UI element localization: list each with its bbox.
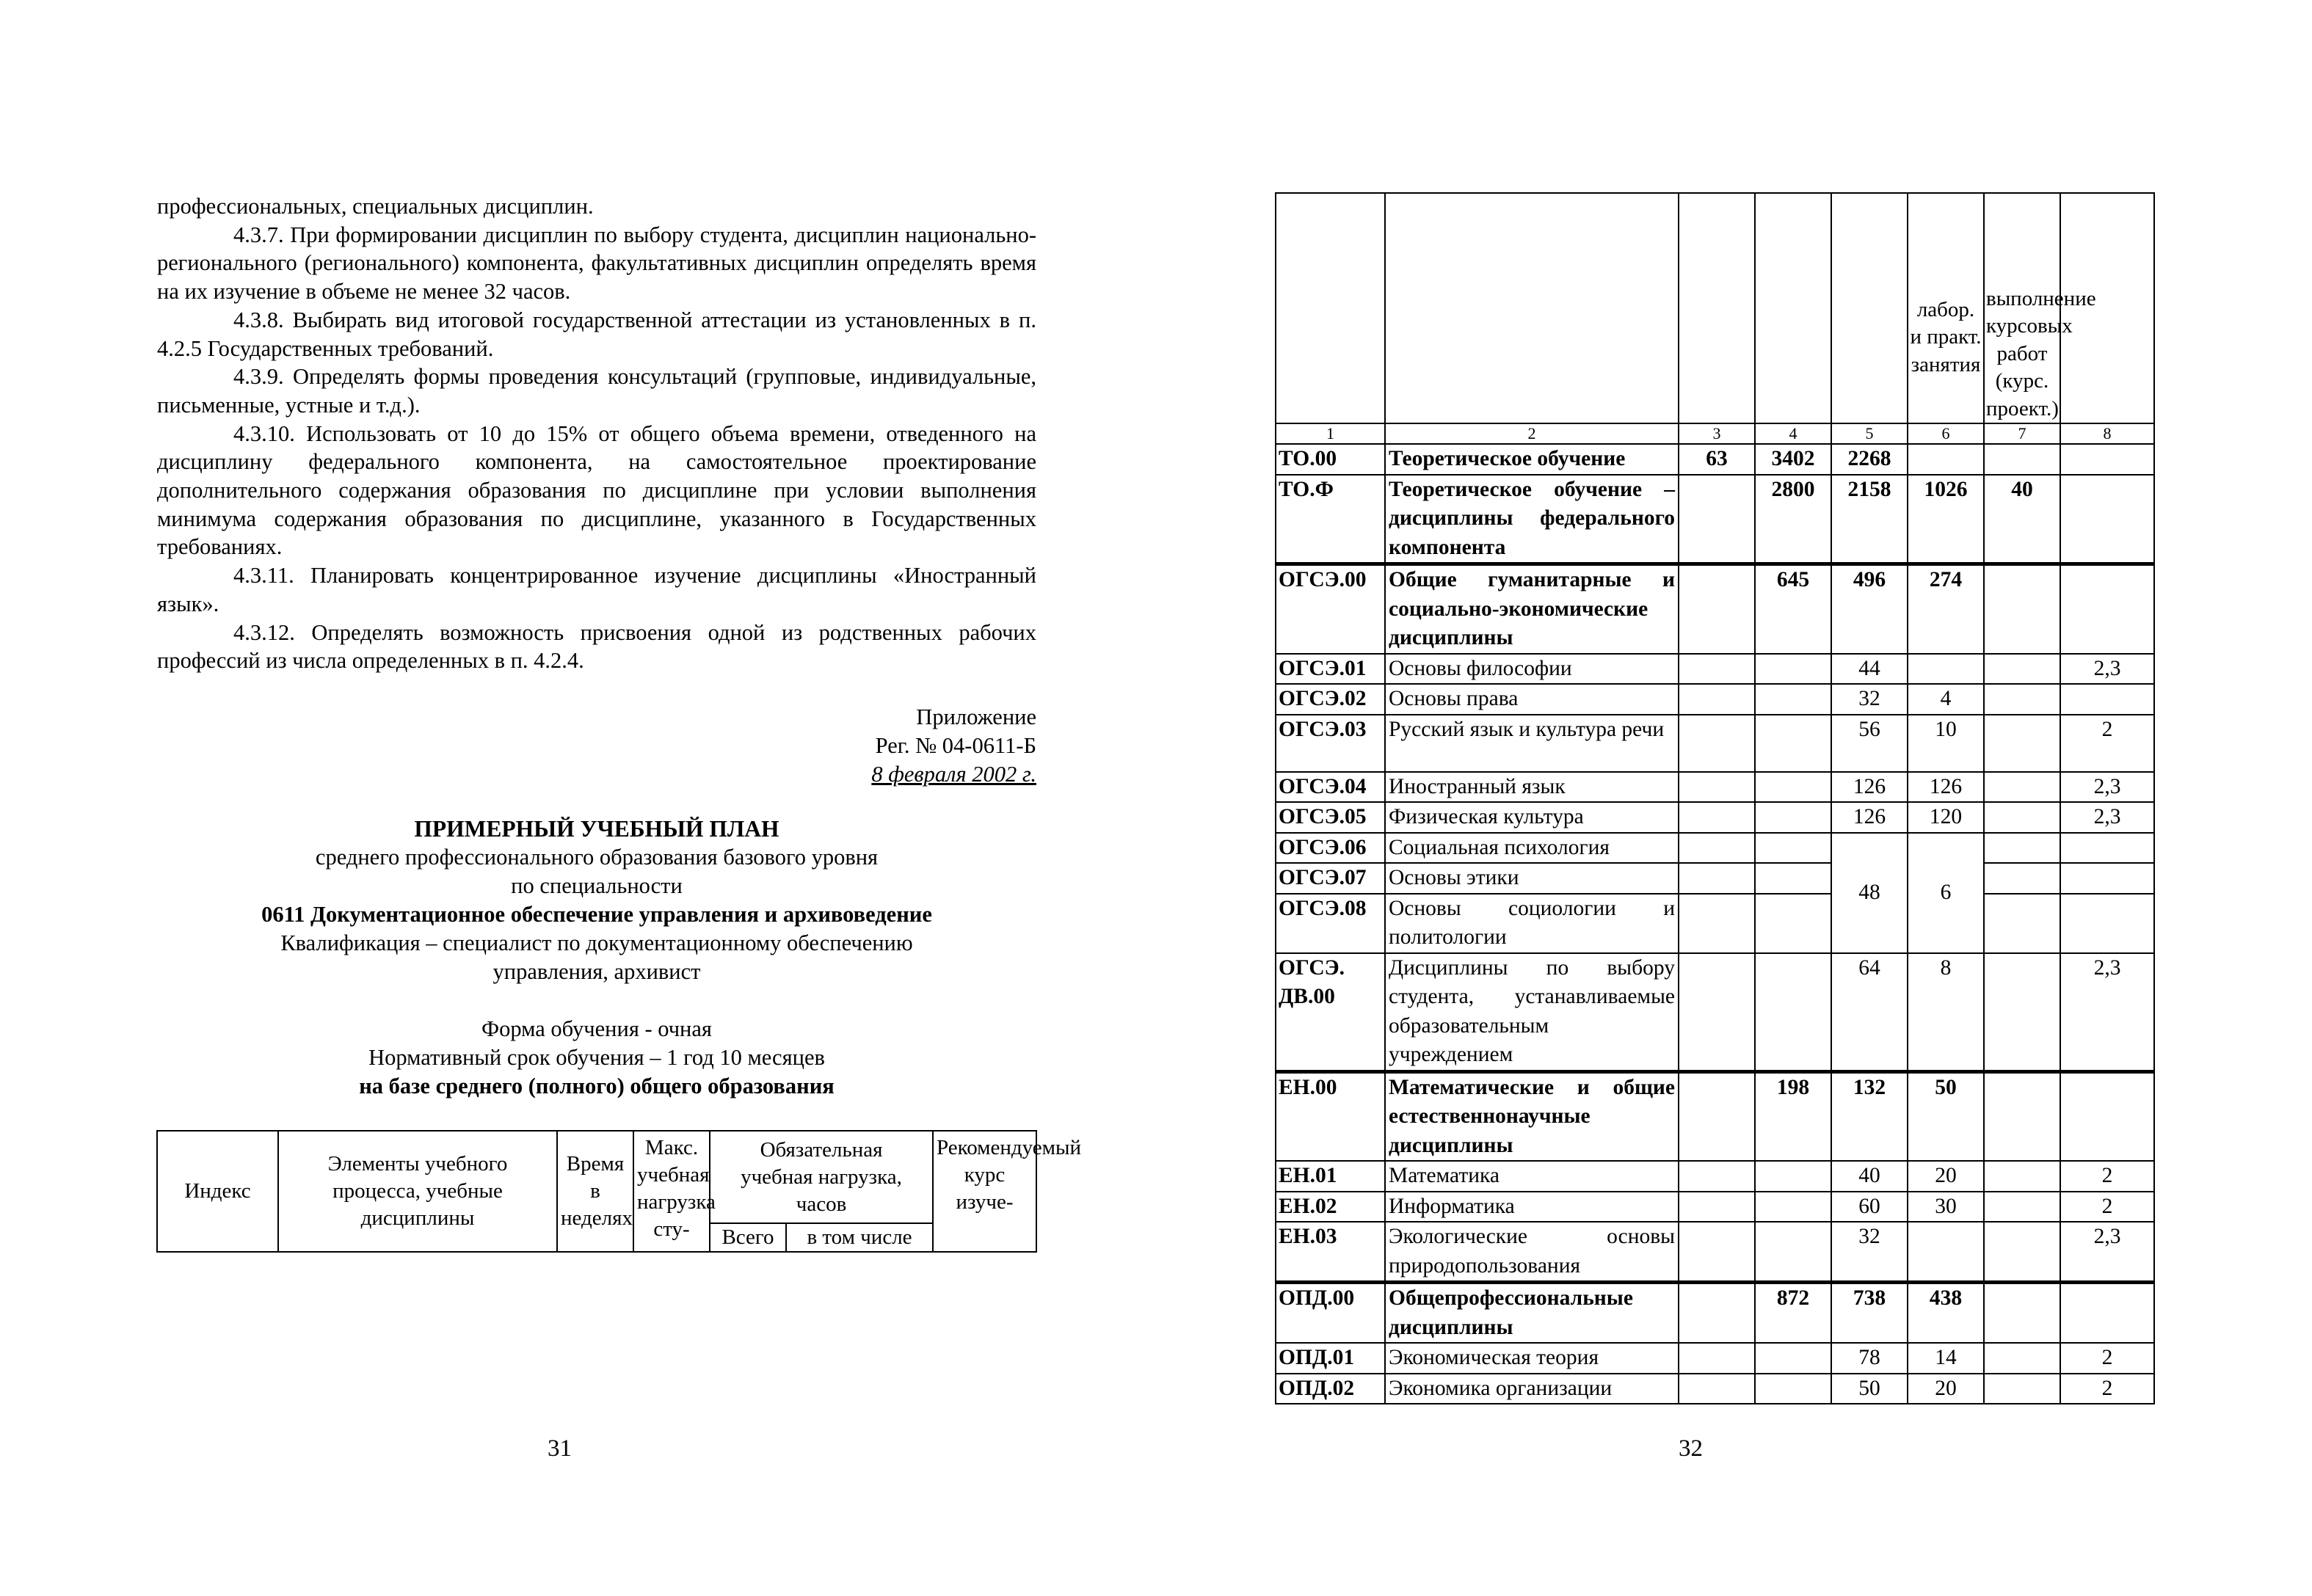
paragraph-4-3-10: 4.3.10. Использовать от 10 до 15% от общего объема времени, отведенного на дисциплину федерального компонента, на самостоятельное проектирование дополнительного содержания образования по дисциплине при условии выполнения минимума содержания образования по дисциплине, указанного в Государственных требованиях. [157,420,1036,560]
row-course [2060,1071,2154,1161]
row-index: ОГСЭ.04 [1276,772,1385,803]
plan-study-form: Форма обучения - очная [481,1016,712,1041]
row-weeks [1679,564,1755,654]
row-weeks [1679,953,1755,1072]
header-cell [1755,193,1831,423]
row-lab: 438 [1908,1283,1984,1344]
table-row [1276,684,2154,715]
row-name: Теоретическое обучение [1385,444,1679,475]
row-lab: 126 [1908,772,1984,803]
row-max-load: 3402 [1755,444,1831,475]
row-index: ЕН.03 [1276,1222,1385,1283]
row-course-work [1984,654,2060,685]
table-row [1276,564,2154,654]
row-index: ОГСЭ. ДВ.00 [1276,953,1385,1072]
row-total: 60 [1831,1192,1908,1222]
row-lab: 30 [1908,1192,1984,1222]
row-name: Социальная психология [1385,833,1679,864]
row-name: Математические и общие естественнонаучные дисциплины [1385,1071,1679,1161]
column-number: 5 [1831,423,1908,444]
row-course: 2,3 [2060,1222,2154,1283]
row-lab: 10 [1908,715,1984,772]
header-cell [1831,193,1908,423]
appendix-reg-number: Рег. № 04-0611-Б [875,733,1036,758]
page-number-left: 31 [548,1435,572,1462]
row-course-work [1984,564,2060,654]
row-max-load [1755,772,1831,803]
row-name: Математика [1385,1161,1679,1192]
row-course: 2,3 [2060,654,2154,685]
row-name: Экономическая теория [1385,1343,1679,1374]
row-lab: 50 [1908,1071,1984,1161]
row-lab: 20 [1908,1161,1984,1192]
row-total: 56 [1831,715,1908,772]
row-weeks [1679,894,1755,953]
table-row [1276,772,2154,803]
row-course: 2 [2060,1374,2154,1404]
row-max-load: 198 [1755,1071,1831,1161]
paragraph-4-3-12: 4.3.12. Определять возможность присвоения одной из родственных рабочих профессий из числа определенных в п. 4.2.4. [157,619,1036,674]
row-name: Дисциплины по выбору студента, устанавливаемые образовательным учреждением [1385,953,1679,1072]
row-course-work [1984,772,2060,803]
row-course: 2,3 [2060,802,2154,833]
column-number: 8 [2060,423,2154,444]
header-course: Рекомендуемый курс изуче- [933,1131,1036,1252]
table-row [1276,1071,2154,1161]
row-name: Основы этики [1385,863,1679,894]
row-course-work [1984,833,2060,864]
row-max-load [1755,863,1831,894]
row-index: ОГСЭ.00 [1276,564,1385,654]
row-course-work [1984,444,2060,475]
row-name: Экономика организации [1385,1374,1679,1404]
row-index: ОГСЭ.02 [1276,684,1385,715]
row-max-load: 872 [1755,1283,1831,1344]
row-lab: 120 [1908,802,1984,833]
row-weeks [1679,1222,1755,1283]
row-course [2060,444,2154,475]
row-lab: 4 [1908,684,1984,715]
row-course-work [1984,1071,2060,1161]
header-weeks: Время в неделях [557,1131,633,1252]
table-row [1276,1222,2154,1283]
row-max-load [1755,1374,1831,1404]
row-total: 132 [1831,1071,1908,1161]
row-course-work [1984,1374,2060,1404]
row-weeks [1679,772,1755,803]
column-number: 2 [1385,423,1679,444]
row-total: 40 [1831,1161,1908,1192]
row-name: Основы права [1385,684,1679,715]
row-weeks [1679,715,1755,772]
table-row [1276,715,2154,772]
row-max-load: 2800 [1755,475,1831,564]
row-course-work [1984,1161,2060,1192]
plan-basis: на базе среднего (полного) общего образования [359,1074,835,1098]
row-weeks [1679,654,1755,685]
row-weeks [1679,684,1755,715]
column-number: 6 [1908,423,1984,444]
row-index: ОГСЭ.05 [1276,802,1385,833]
row-weeks [1679,863,1755,894]
row-max-load: 645 [1755,564,1831,654]
body-text [157,192,1036,675]
paragraph-4-3-7: 4.3.7. При формировании дисциплин по выбору студента, дисциплин национально-регионального (регионального) компонента, факультативных дисциплин определять время на их изучение в объеме не менее 32 часов. [157,222,1036,305]
row-name: Общие гуманитарные и социально-экономические дисциплины [1385,564,1679,654]
table-row [1276,894,2154,953]
row-course-work [1984,1283,2060,1344]
row-max-load [1755,654,1831,685]
header-max-load: Макс. учебная нагрузка сту- [633,1131,710,1252]
row-total: 2268 [1831,444,1908,475]
paragraph-4-3-11: 4.3.11. Планировать концентрированное изучение дисциплины «Иностранный язык». [157,563,1036,616]
row-total: 32 [1831,684,1908,715]
row-course [2060,863,2154,894]
row-total: 64 [1831,953,1908,1072]
header-lab-practice: лабор. и практ. занятия [1908,193,1984,423]
row-course: 2,3 [2060,953,2154,1072]
row-weeks [1679,1374,1755,1404]
row-course [2060,475,2154,564]
row-course-work [1984,684,2060,715]
row-lab: 14 [1908,1343,1984,1374]
plan-qualification-2: управления, архивист [492,959,701,984]
row-index: ТО.00 [1276,444,1385,475]
table-row [1276,475,2154,564]
paragraph-4-3-9: 4.3.9. Определять формы проведения консультаций (групповые, индивидуальные, письменные, устные и т.д.). [157,364,1036,418]
column-number: 7 [1984,423,2060,444]
row-lab: 1026 [1908,475,1984,564]
row-index: ЕН.01 [1276,1161,1385,1192]
row-max-load [1755,1343,1831,1374]
row-course [2060,833,2154,864]
row-weeks [1679,1071,1755,1161]
row-max-load [1755,1192,1831,1222]
row-total: 32 [1831,1222,1908,1283]
table-row [1276,953,2154,1072]
row-max-load [1755,1161,1831,1192]
row-course [2060,564,2154,654]
row-index: ОПД.00 [1276,1283,1385,1344]
plan-table-header [156,1130,1082,1253]
row-weeks: 63 [1679,444,1755,475]
row-index: ОГСЭ.01 [1276,654,1385,685]
row-total: 50 [1831,1374,1908,1404]
row-index: ЕН.00 [1276,1071,1385,1161]
header-index: Индекс [157,1131,278,1252]
row-course: 2,3 [2060,772,2154,803]
table-row [1276,833,2154,864]
appendix-date: 8 февраля 2002 г. [871,762,1036,787]
row-index: ОГСЭ.08 [1276,894,1385,953]
table-row [1276,444,2154,475]
row-max-load [1755,684,1831,715]
row-max-load [1755,1222,1831,1283]
row-total: 2158 [1831,475,1908,564]
appendix-label: Приложение [916,704,1036,729]
row-index: ОПД.02 [1276,1374,1385,1404]
row-course-work [1984,802,2060,833]
row-max-load [1755,953,1831,1072]
row-course: 2 [2060,1343,2154,1374]
row-index: ТО.Ф [1276,475,1385,564]
row-course-work [1984,953,2060,1072]
row-lab: 8 [1908,953,1984,1072]
table-row [1276,1192,2154,1222]
row-course-work: 40 [1984,475,2060,564]
group-total: 48 [1831,833,1908,953]
header-mandatory-load: Обязательная учебная нагрузка, часов [710,1131,933,1223]
row-total: 126 [1831,802,1908,833]
row-name: Основы социологии и политологии [1385,894,1679,953]
row-course-work [1984,1192,2060,1222]
row-total: 44 [1831,654,1908,685]
row-course [2060,1283,2154,1344]
header-cell [1276,193,1385,423]
table-row [1276,654,2154,685]
plan-study-term: Нормативный срок обучения – 1 год 10 месяцев [368,1045,825,1070]
row-course: 2 [2060,1192,2154,1222]
row-index: ОГСЭ.07 [1276,863,1385,894]
row-total: 496 [1831,564,1908,654]
plan-subtitle-2: по специальности [511,873,683,898]
row-name: Информатика [1385,1192,1679,1222]
row-weeks [1679,1192,1755,1222]
plan-qualification-1: Квалификация – специалист по документационному обеспечению [280,930,913,955]
row-total: 126 [1831,772,1908,803]
header-elements: Элементы учебного процесса, учебные дисциплины [278,1131,557,1252]
table-row [1276,802,2154,833]
header-including: в том числе [786,1223,933,1252]
plan-specialty: 0611 Документационное обеспечение управления и архивоведение [261,902,932,927]
row-max-load [1755,833,1831,864]
row-weeks [1679,1283,1755,1344]
row-max-load [1755,802,1831,833]
row-max-load [1755,715,1831,772]
row-course [2060,684,2154,715]
page-number-right: 32 [1679,1435,1703,1462]
plan-heading: ПРИМЕРНЫЙ УЧЕБНЫЙ ПЛАН [414,816,779,842]
row-course-work [1984,1343,2060,1374]
row-weeks [1679,475,1755,564]
table-row [1276,1343,2154,1374]
plan-subtitle-1: среднего профессионального образования базового уровня [315,845,879,870]
row-total: 738 [1831,1283,1908,1344]
plan-table [1275,192,2155,1404]
row-name: Основы философии [1385,654,1679,685]
table-row [1276,1374,2154,1404]
paragraph-4-3-8: 4.3.8. Выбирать вид итоговой государственной аттестации из установленных в п. 4.2.5 Государственных требований. [157,307,1036,361]
row-index: ОГСЭ.03 [1276,715,1385,772]
row-weeks [1679,1343,1755,1374]
row-max-load [1755,894,1831,953]
header-cell [1385,193,1679,423]
row-name: Экологические основы природопользования [1385,1222,1679,1283]
row-course: 2 [2060,1161,2154,1192]
row-name: Общепрофессиональные дисциплины [1385,1283,1679,1344]
row-name: Русский язык и культура речи [1385,715,1679,772]
row-lab [1908,1222,1984,1283]
row-course-work [1984,1222,2060,1283]
row-weeks [1679,802,1755,833]
row-course-work [1984,894,2060,953]
row-lab: 20 [1908,1374,1984,1404]
column-number: 3 [1679,423,1755,444]
column-number: 4 [1755,423,1831,444]
row-lab [1908,444,1984,475]
row-lab: 274 [1908,564,1984,654]
row-weeks [1679,833,1755,864]
row-index: ОГСЭ.06 [1276,833,1385,864]
table-row [1276,1283,2154,1344]
row-weeks [1679,1161,1755,1192]
row-index: ОПД.01 [1276,1343,1385,1374]
column-number-row [1276,423,2154,444]
row-name: Теоретическое обучение – дисциплины федерального компонента [1385,475,1679,564]
header-total: Всего [710,1223,786,1252]
appendix-block [661,703,1036,789]
table-row [1276,863,2154,894]
row-index: ЕН.02 [1276,1192,1385,1222]
plan-table-body [1276,444,2154,1404]
plan-title-block [157,815,1036,1101]
row-course-work [1984,715,2060,772]
row-course [2060,894,2154,953]
row-name: Физическая культура [1385,802,1679,833]
header-course-work: выполнение курсовых работ (курс. проект.) [1984,193,2060,423]
row-lab [1908,654,1984,685]
row-course: 2 [2060,715,2154,772]
row-name: Иностранный язык [1385,772,1679,803]
group-lab: 6 [1908,833,1984,953]
row-total: 78 [1831,1343,1908,1374]
paragraph: профессиональных, специальных дисциплин. [157,194,594,219]
header-cell [1679,193,1755,423]
column-number: 1 [1276,423,1385,444]
table-row [1276,1161,2154,1192]
row-course-work [1984,863,2060,894]
